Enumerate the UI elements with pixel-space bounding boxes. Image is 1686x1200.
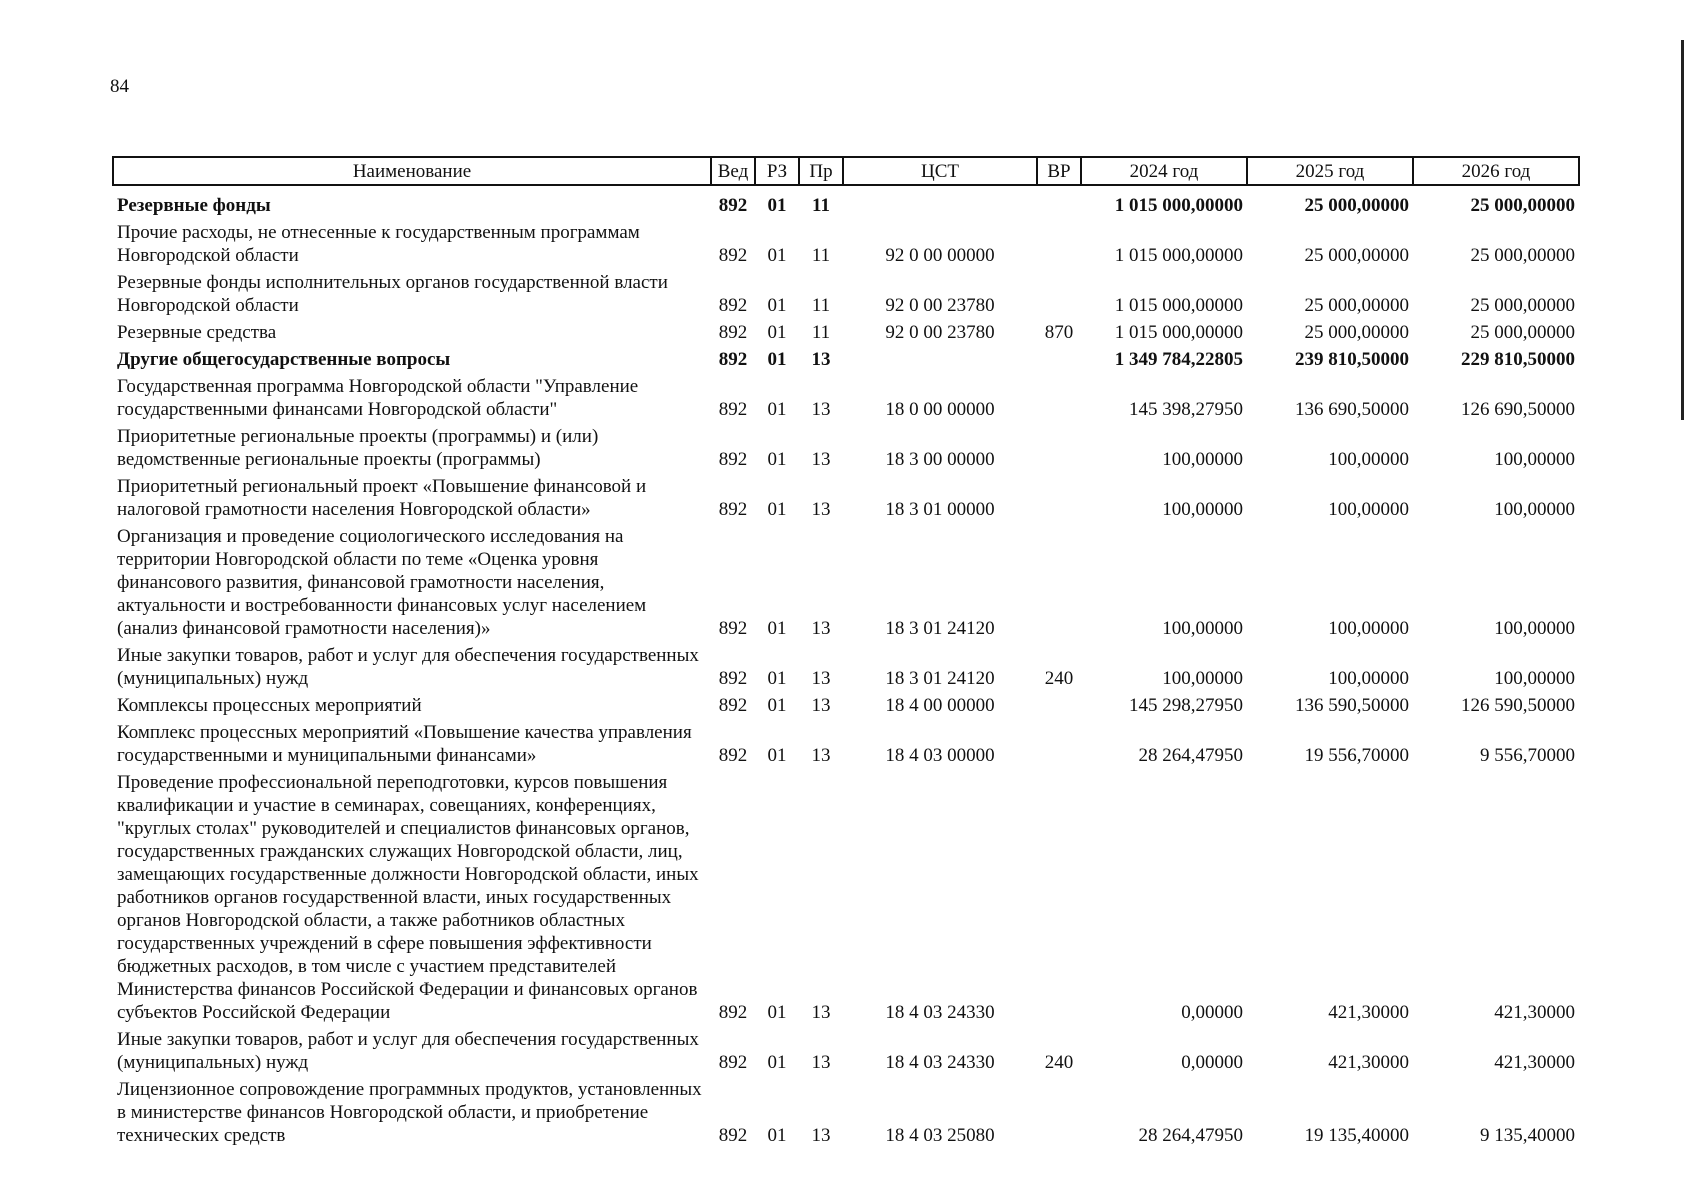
row-2026: 100,00000 xyxy=(1494,668,1575,689)
row-name: Другие общегосударственные вопросы xyxy=(117,349,451,370)
row-2024: 100,00000 xyxy=(1162,499,1243,520)
row-2025: 421,30000 xyxy=(1328,1002,1409,1023)
row-pr: 13 xyxy=(811,399,831,420)
row-2024: 100,00000 xyxy=(1162,449,1243,470)
row-name: Резервные средства xyxy=(117,322,277,343)
row-cst: 18 4 00 00000 xyxy=(885,695,995,716)
row-ved: 892 xyxy=(718,245,748,266)
row-cst: 18 4 03 25080 xyxy=(885,1125,995,1146)
row-2024: 28 264,47950 xyxy=(1138,745,1243,766)
row-2024: 0,00000 xyxy=(1181,1052,1243,1073)
row-ved: 892 xyxy=(718,349,748,370)
row-2025: 100,00000 xyxy=(1328,668,1409,689)
row-name: Комплексы процессных мероприятий xyxy=(117,695,422,716)
table-row xyxy=(113,719,1579,769)
row-vr xyxy=(1037,769,1081,1026)
row-2026: 100,00000 xyxy=(1494,618,1575,639)
row-ved: 892 xyxy=(718,322,748,343)
header-name: Наименование xyxy=(113,157,711,185)
row-pr: 13 xyxy=(811,695,831,716)
row-2024: 100,00000 xyxy=(1162,618,1243,639)
row-ved: 892 xyxy=(718,745,748,766)
page-number: 84 xyxy=(110,76,129,97)
table-row xyxy=(113,373,1579,423)
row-2025: 25 000,00000 xyxy=(1304,295,1409,316)
row-ved: 892 xyxy=(718,195,748,216)
row-cst: 18 3 01 24120 xyxy=(885,668,995,689)
row-vr: 240 xyxy=(1044,668,1074,689)
row-2024: 145 298,27950 xyxy=(1129,695,1243,716)
row-vr xyxy=(1037,719,1081,769)
row-name: Иные закупки товаров, работ и услуг для обеспечения государственных (муниципальных) нужд xyxy=(117,645,699,689)
row-pr: 13 xyxy=(811,1002,831,1023)
row-2024: 1 015 000,00000 xyxy=(1114,322,1243,343)
table-row xyxy=(113,1076,1579,1149)
row-2026: 126 690,50000 xyxy=(1461,399,1575,420)
scan-edge-line xyxy=(1681,40,1684,420)
row-name: Приоритетный региональный проект «Повышение финансовой и налоговой грамотности населения Новгородской области» xyxy=(117,476,647,520)
table-row xyxy=(113,1026,1579,1076)
header-pr: Пр xyxy=(799,157,843,185)
row-vr xyxy=(1037,185,1081,219)
row-vr xyxy=(1037,219,1081,269)
row-2026: 100,00000 xyxy=(1494,449,1575,470)
row-name: Лицензионное сопровождение программных продуктов, установленных в министерстве финансов Новгородской области, и приобретение технических средств xyxy=(117,1079,702,1146)
row-name: Государственная программа Новгородской области "Управление государственными финансами Новгородской области" xyxy=(117,376,639,420)
row-2026: 25 000,00000 xyxy=(1470,295,1575,316)
row-rz: 01 xyxy=(767,322,787,343)
row-vr xyxy=(1037,346,1081,373)
row-name: Иные закупки товаров, работ и услуг для обеспечения государственных (муниципальных) нужд xyxy=(117,1029,699,1073)
row-2025: 19 556,70000 xyxy=(1304,745,1409,766)
row-rz: 01 xyxy=(767,745,787,766)
row-rz: 01 xyxy=(767,1052,787,1073)
row-vr xyxy=(1037,373,1081,423)
row-vr xyxy=(1037,473,1081,523)
row-rz: 01 xyxy=(767,449,787,470)
table-row xyxy=(113,769,1579,1026)
row-ved: 892 xyxy=(718,399,748,420)
header-ved: Вед xyxy=(711,157,755,185)
row-2026: 9 135,40000 xyxy=(1480,1125,1575,1146)
row-2024: 1 015 000,00000 xyxy=(1114,295,1243,316)
row-2026: 25 000,00000 xyxy=(1470,245,1575,266)
row-2025: 136 690,50000 xyxy=(1295,399,1409,420)
row-2025: 19 135,40000 xyxy=(1304,1125,1409,1146)
row-2026: 100,00000 xyxy=(1494,499,1575,520)
budget-table xyxy=(112,156,1580,1149)
row-ved: 892 xyxy=(718,1002,748,1023)
row-ved: 892 xyxy=(718,618,748,639)
row-rz: 01 xyxy=(767,668,787,689)
row-2024: 1 015 000,00000 xyxy=(1114,245,1243,266)
row-2025: 100,00000 xyxy=(1328,618,1409,639)
row-name: Резервные фонды xyxy=(117,195,271,216)
row-cst: 92 0 00 00000 xyxy=(885,245,995,266)
table-row xyxy=(113,473,1579,523)
row-ved: 892 xyxy=(718,1125,748,1146)
row-cst: 18 4 03 24330 xyxy=(885,1052,995,1073)
table-row xyxy=(113,523,1579,642)
row-2025: 136 590,50000 xyxy=(1295,695,1409,716)
row-pr: 13 xyxy=(811,1125,831,1146)
row-cst: 18 4 03 00000 xyxy=(885,745,995,766)
row-name: Комплекс процессных мероприятий «Повышение качества управления государственными и муниципальными финансами» xyxy=(117,722,692,766)
row-pr: 13 xyxy=(811,618,831,639)
row-rz: 01 xyxy=(767,618,787,639)
row-pr: 11 xyxy=(811,295,831,316)
row-2026: 9 556,70000 xyxy=(1480,745,1575,766)
row-rz: 01 xyxy=(767,295,787,316)
row-rz: 01 xyxy=(767,195,787,216)
row-vr xyxy=(1037,423,1081,473)
row-2025: 421,30000 xyxy=(1328,1052,1409,1073)
row-2024: 28 264,47950 xyxy=(1138,1125,1243,1146)
row-ved: 892 xyxy=(718,295,748,316)
table-row xyxy=(113,219,1579,269)
row-2026: 421,30000 xyxy=(1494,1002,1575,1023)
row-2026: 25 000,00000 xyxy=(1470,195,1575,216)
row-rz: 01 xyxy=(767,1002,787,1023)
row-2026: 421,30000 xyxy=(1494,1052,1575,1073)
header-2024: 2024 год xyxy=(1081,157,1247,185)
row-2024: 145 398,27950 xyxy=(1129,399,1243,420)
row-vr xyxy=(1037,1076,1081,1149)
row-2025: 239 810,50000 xyxy=(1295,349,1409,370)
row-2024: 100,00000 xyxy=(1162,668,1243,689)
row-rz: 01 xyxy=(767,1125,787,1146)
row-cst: 18 4 03 24330 xyxy=(885,1002,995,1023)
row-pr: 13 xyxy=(811,349,831,370)
row-cst: 18 0 00 00000 xyxy=(885,399,995,420)
table-row xyxy=(113,185,1579,219)
header-rz: РЗ xyxy=(755,157,799,185)
row-cst: 18 3 01 00000 xyxy=(885,499,995,520)
row-2025: 100,00000 xyxy=(1328,449,1409,470)
row-rz: 01 xyxy=(767,245,787,266)
row-2024: 1 349 784,22805 xyxy=(1114,349,1243,370)
row-ved: 892 xyxy=(718,499,748,520)
row-vr: 870 xyxy=(1044,322,1074,343)
row-pr: 11 xyxy=(811,245,831,266)
row-2026: 229 810,50000 xyxy=(1461,349,1575,370)
table-row xyxy=(113,692,1579,719)
header-cst: ЦСТ xyxy=(843,157,1037,185)
row-vr xyxy=(1037,523,1081,642)
row-pr: 11 xyxy=(812,195,830,216)
row-cst: 18 3 01 24120 xyxy=(885,618,995,639)
row-cst xyxy=(843,346,1037,373)
row-cst: 92 0 00 23780 xyxy=(885,322,995,343)
row-rz: 01 xyxy=(767,499,787,520)
row-rz: 01 xyxy=(767,349,787,370)
header-2025: 2025 год xyxy=(1247,157,1413,185)
row-2025: 25 000,00000 xyxy=(1304,195,1409,216)
row-2025: 100,00000 xyxy=(1328,499,1409,520)
row-2025: 25 000,00000 xyxy=(1304,245,1409,266)
row-rz: 01 xyxy=(767,695,787,716)
row-pr: 11 xyxy=(811,322,831,343)
row-rz: 01 xyxy=(767,399,787,420)
table-body xyxy=(113,185,1579,1149)
table-row xyxy=(113,642,1579,692)
row-name: Проведение профессиональной переподготовки, курсов повышения квалификации и участие в семинарах, совещаниях, конференциях, "круглых столах" руководителей и специалистов финансовых органов, государственных гражданских служащих Новгородской области, лиц, замещающих государственные должности Новгородской области, иных работников органов государственной власти, иных государственных органов Новгородской области, а также работников областных государственных учреждений в сфере повышения эффективности бюджетных расходов, в том числе с участием представителей Министерства финансов Российской Федерации и финансовых органов субъектов Российской Федерации xyxy=(117,772,699,1023)
row-pr: 13 xyxy=(811,499,831,520)
row-vr: 240 xyxy=(1044,1052,1074,1073)
row-cst xyxy=(843,185,1037,219)
header-2026: 2026 год xyxy=(1413,157,1579,185)
row-2025: 25 000,00000 xyxy=(1304,322,1409,343)
row-cst: 92 0 00 23780 xyxy=(885,295,995,316)
table-row xyxy=(113,269,1579,319)
row-pr: 13 xyxy=(811,745,831,766)
header-vr: ВР xyxy=(1037,157,1081,185)
row-ved: 892 xyxy=(718,668,748,689)
row-2024: 1 015 000,00000 xyxy=(1114,195,1243,216)
row-vr xyxy=(1037,269,1081,319)
row-pr: 13 xyxy=(811,449,831,470)
row-cst: 18 3 00 00000 xyxy=(885,449,995,470)
table-row xyxy=(113,423,1579,473)
row-name: Прочие расходы, не отнесенные к государственным программам Новгородской области xyxy=(117,222,640,266)
row-pr: 13 xyxy=(811,1052,831,1073)
table-row xyxy=(113,319,1579,346)
row-pr: 13 xyxy=(811,668,831,689)
row-vr xyxy=(1037,692,1081,719)
table-row xyxy=(113,346,1579,373)
row-2026: 126 590,50000 xyxy=(1461,695,1575,716)
table-header-row xyxy=(113,157,1579,185)
row-ved: 892 xyxy=(718,449,748,470)
row-name: Резервные фонды исполнительных органов государственной власти Новгородской области xyxy=(117,272,668,316)
row-ved: 892 xyxy=(718,1052,748,1073)
row-2026: 25 000,00000 xyxy=(1470,322,1575,343)
row-2024: 0,00000 xyxy=(1181,1002,1243,1023)
row-name: Приоритетные региональные проекты (программы) и (или) ведомственные региональные проекты (программы) xyxy=(117,426,599,470)
row-ved: 892 xyxy=(718,695,748,716)
row-name: Организация и проведение социологического исследования на территории Новгородской области по теме «Оценка уровня финансового развития, финансовой грамотности населения, актуальности и востребованности финансовых услуг населением (анализ финансовой грамотности населения)» xyxy=(117,526,647,639)
